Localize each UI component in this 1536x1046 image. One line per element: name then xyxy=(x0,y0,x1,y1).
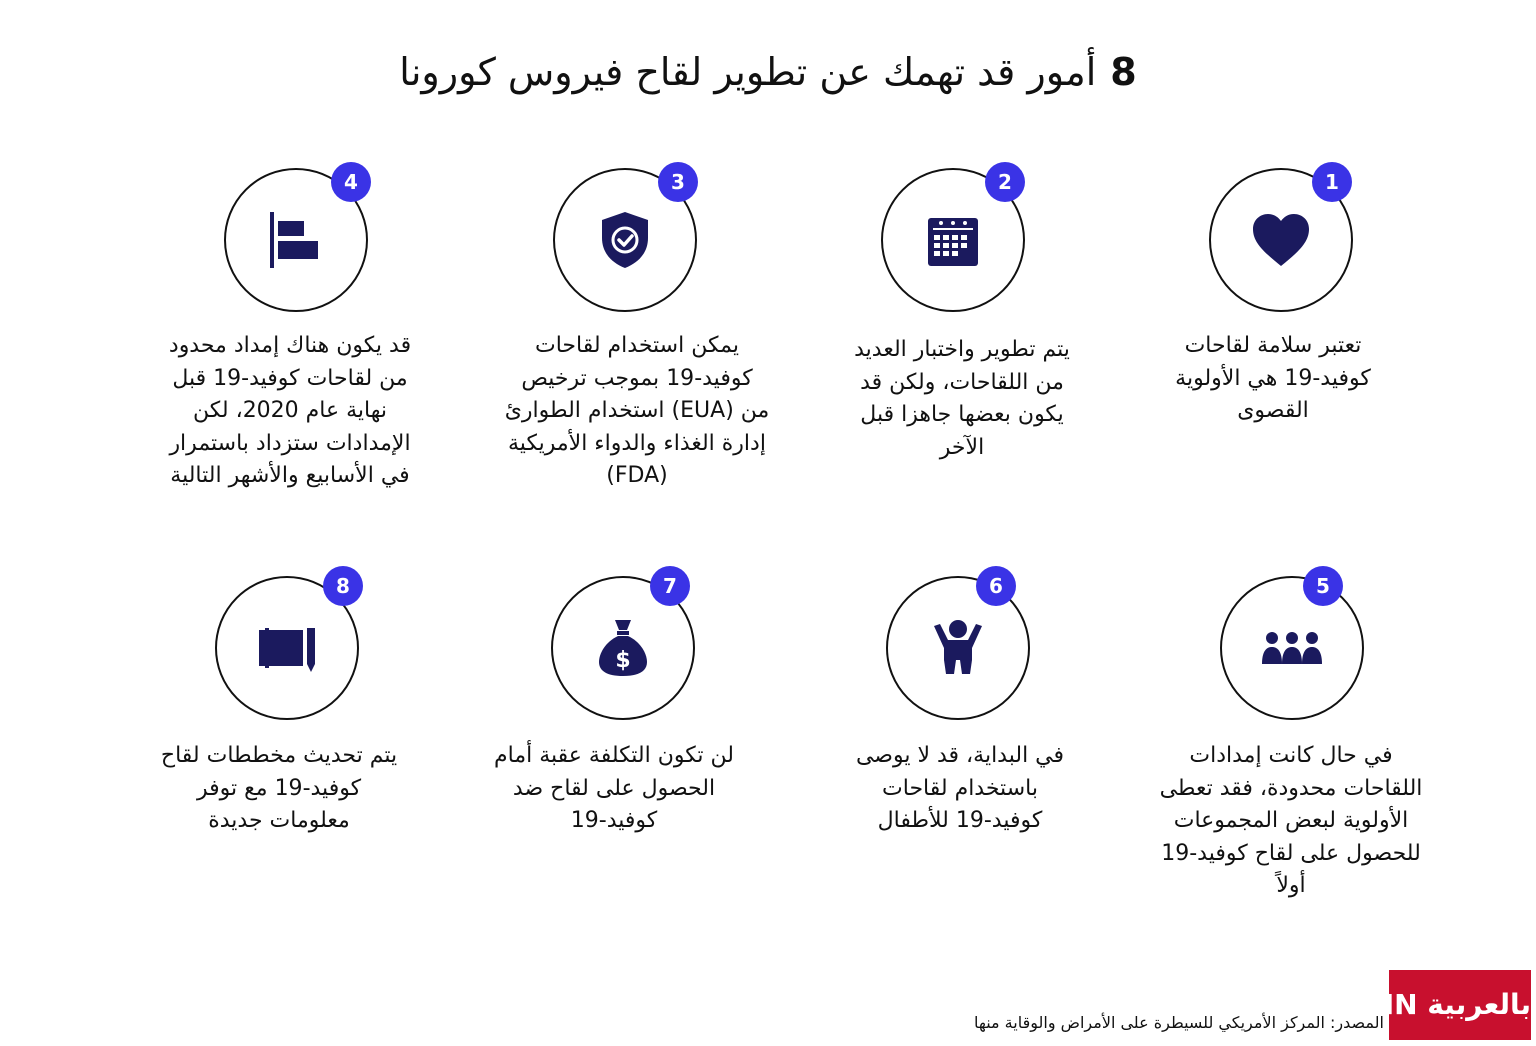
money-bag-icon xyxy=(591,616,655,680)
item-2-badge: 2 xyxy=(985,162,1025,202)
svg-text:$: $ xyxy=(615,648,631,673)
title-number: 8 xyxy=(1110,50,1137,94)
source-note: المصدر: المركز الأمريكي للسيطرة على الأمراض والوقاية منها xyxy=(973,1013,1384,1032)
item-1-badge: 1 xyxy=(1312,162,1352,202)
item-5-badge: 5 xyxy=(1303,566,1343,606)
item-8-description: يتم تحديث مخططات لقاح كوفيد-19 مع توفر معلومات جديدة xyxy=(160,743,398,833)
heart-icon xyxy=(1249,208,1313,272)
item-7-badge: 7 xyxy=(650,566,690,606)
calendar-icon xyxy=(921,208,985,272)
item-7-description: لن تكون التكلفة عقبة أمام الحصول على لقاح ضد كوفيد-19 xyxy=(494,743,734,833)
item-4-description: قد يكون هناك إمداد محدود من لقاحات كوفيد-19 قبل نهاية عام 2020، لكن الإمدادات ستزداد باستمرار في الأسابيع والأشهر التالية xyxy=(168,333,412,488)
group-icon xyxy=(1260,616,1324,680)
cnn-arabic-logo xyxy=(1350,970,1531,1040)
item-2-description: يتم تطوير واختبار العديد من اللقاحات، ولكن قد يكون بعضها جاهزا قبل الآخر xyxy=(854,337,1070,460)
item-3-description: يمكن استخدام لقاحات كوفيد-19 بموجب ترخيص من (EUA) استخدام الطوارئ إدارة الغذاء والدواء الأمريكية (FDA) xyxy=(504,333,770,488)
blueprint-icon xyxy=(255,616,319,680)
item-5-description: في حال كانت إمدادات اللقاحات محدودة، فقد تعطى الأولوية لبعض المجموعات للحصول على لقاح كوفيد-19 أولاً xyxy=(1159,743,1423,898)
item-3-badge: 3 xyxy=(658,162,698,202)
item-6-badge: 6 xyxy=(976,566,1016,606)
title-text: أمور قد تهمك عن تطوير لقاح فيروس كورونا xyxy=(399,50,1097,94)
item-8-badge: 8 xyxy=(323,566,363,606)
page-title xyxy=(0,44,1536,100)
logo-text: بالعربية CNN xyxy=(1350,988,1531,1021)
shield-check-icon xyxy=(593,208,657,272)
item-6-description: في البداية، قد لا يوصى باستخدام لقاحات كوفيد-19 للأطفال xyxy=(855,743,1065,833)
child-icon xyxy=(926,616,990,680)
item-5-circle xyxy=(1220,576,1364,720)
item-4-badge: 4 xyxy=(331,162,371,202)
item-1-description: تعتبر سلامة لقاحات كوفيد-19 هي الأولوية القصوى xyxy=(1175,333,1371,423)
bar-align-icon xyxy=(264,208,328,272)
